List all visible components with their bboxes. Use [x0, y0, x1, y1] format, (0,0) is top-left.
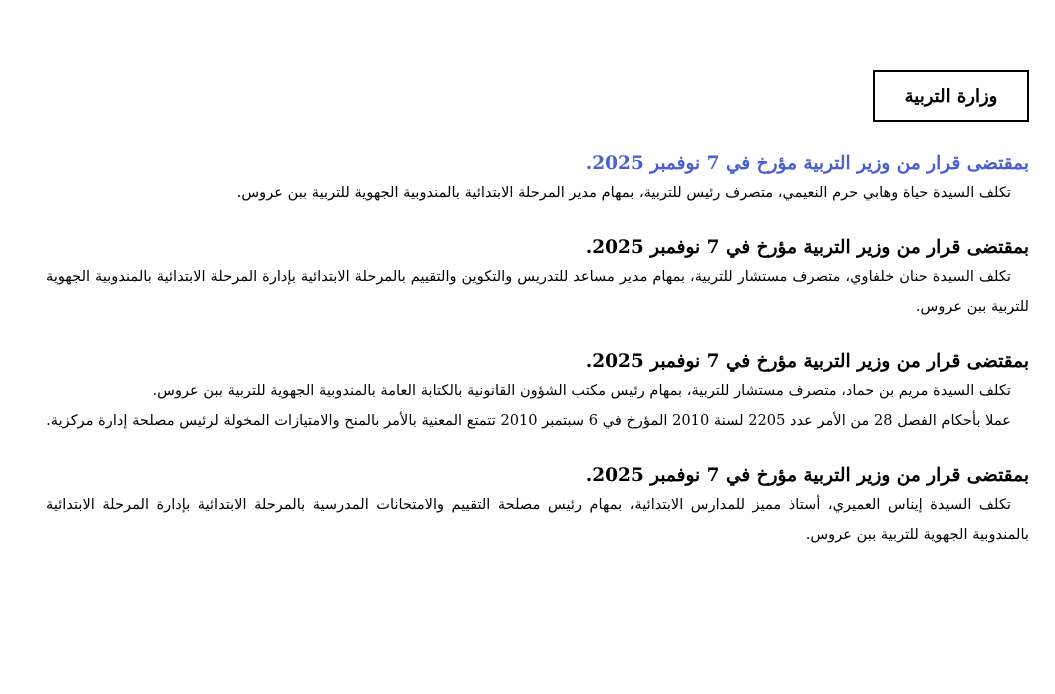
decision-paragraph: عملا بأحكام الفصل 28 من الأمر عدد 2205 لسنة 2010 المؤرخ في 6 سبتمبر 2010 تتمتع المعنية بالأمر بالمنح والامتيازات المخولة لرئيس مصلحة إدارة مركزية. [46, 412, 1011, 429]
decision-paragraph: تكلف السيدة مريم بن حماد، متصرف مستشار للتربية، بمهام رئيس مكتب الشؤون القانونية بالكتابة العامة بالمندوبية الجهوية للتربية ببن عروس. [152, 382, 1011, 399]
decision-heading: بمقتضى قرار من وزير التربية مؤرخ في 7 نوفمبر 2025. [585, 465, 1029, 486]
decision-3 [46, 348, 1029, 436]
ministry-label: وزارة التربية [904, 85, 998, 107]
decision-paragraph: تكلف السيدة حياة وهابي حرم النعيمي، متصرف رئيس للتربية، بمهام مدير المرحلة الابتدائية بالمندوبية الجهوية للتربية ببن عروس. [236, 184, 1011, 201]
decision-paragraph: تكلف السيدة إيناس العميري، أستاذ مميز للمدارس الابتدائية، بمهام رئيس مصلحة التقييم والامتحانات المدرسية بالمرحلة الابتدائية بإدارة المرحلة الابتدائية بالمندوبية الجهوية للتربية ببن عروس. [46, 496, 1029, 543]
decision-heading: بمقتضى قرار من وزير التربية مؤرخ في 7 نوفمبر 2025. [585, 237, 1029, 258]
ministry-box [873, 70, 1029, 122]
decision-1 [46, 150, 1029, 208]
decision-paragraph: تكلف السيدة حنان خلفاوي، متصرف مستشار للتربية، بمهام مدير مساعد للتدريس والتكوين والتقييم بالمرحلة الابتدائية بإدارة المرحلة الابتدائية بالمندوبية الجهوية للتربية ببن عروس. [46, 268, 1029, 315]
decisions-list [46, 150, 1029, 576]
decision-2 [46, 234, 1029, 322]
decision-heading: بمقتضى قرار من وزير التربية مؤرخ في 7 نوفمبر 2025. [585, 351, 1029, 372]
decision-4 [46, 462, 1029, 550]
decision-heading: بمقتضى قرار من وزير التربية مؤرخ في 7 نوفمبر 2025. [585, 153, 1029, 174]
